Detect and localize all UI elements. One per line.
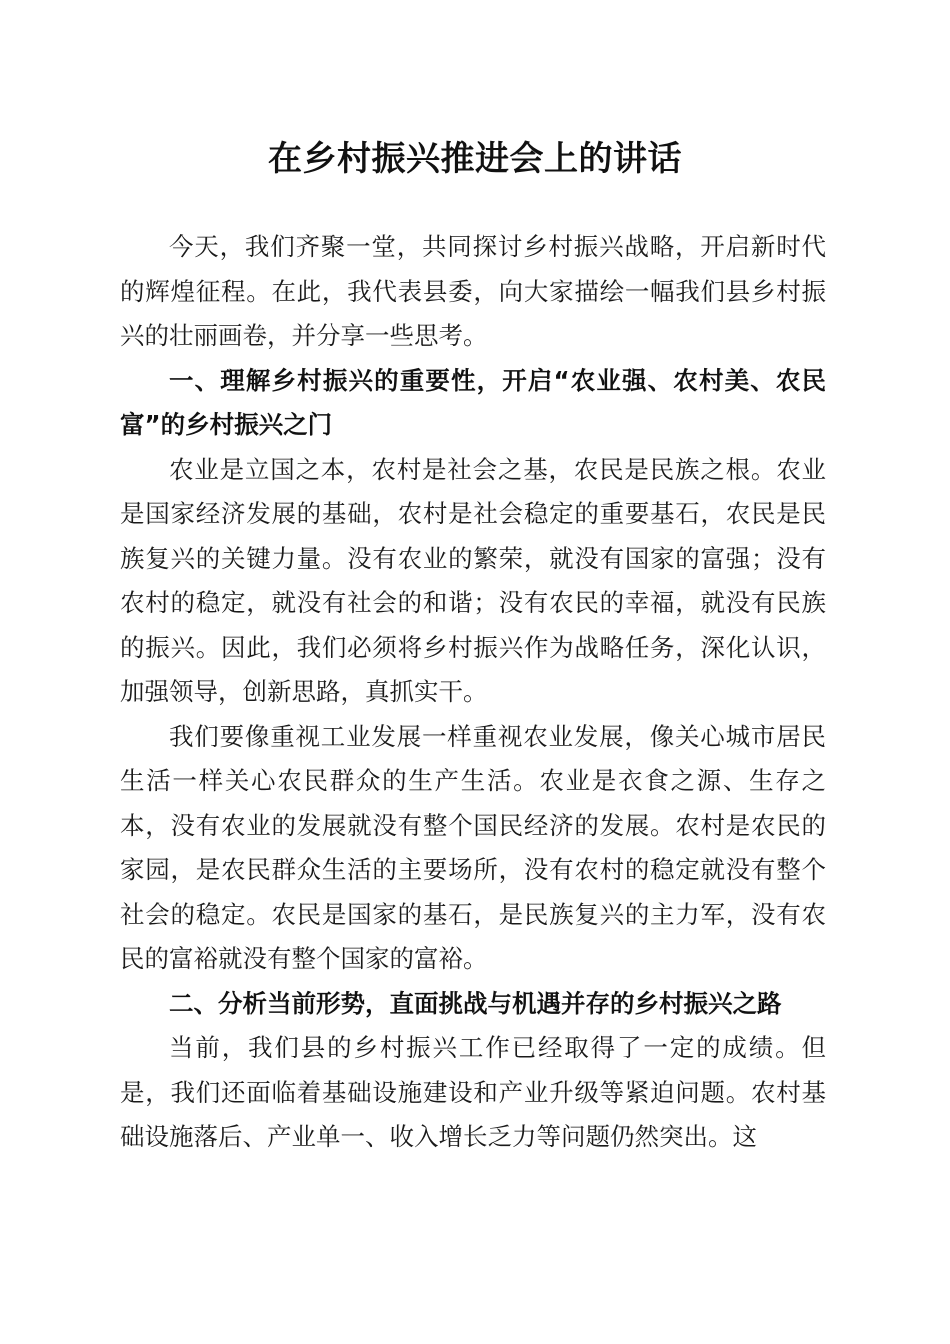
section-2-paragraph-1: 当前，我们县的乡村振兴工作已经取得了一定的成绩。但是，我们还面临着基础设施建设和产业升级等紧迫问题。农村基础设施落后、产业单一、收入增长乏力等问题仍然突出。这 [120,1033,826,1151]
section-heading-1: 一、理解乡村振兴的重要性，开启“农业强、农村美、农民富”的乡村振兴之门 [120,365,826,439]
document-body [120,225,826,1160]
section-1-paragraph-1: 农业是立国之本，农村是社会之基，农民是民族之根。农业是国家经济发展的基础，农村是社会稳定的重要基石，农民是民族复兴的关键力量。没有农业的繁荣，就没有国家的富强；没有农村的稳定，就没有社会的和谐；没有农民的幸福，就没有民族的振兴。因此，我们必须将乡村振兴作为战略任务，深化认识，加强领导，创新思路，真抓实干。 [120,454,826,706]
section-heading-2: 二、分析当前形势，直面挑战与机遇并存的乡村振兴之路 [169,988,782,1018]
intro-paragraph: 今天，我们齐聚一堂，共同探讨乡村振兴战略，开启新时代的辉煌征程。在此，我代表县委，向大家描绘一幅我们县乡村振兴的壮丽画卷，并分享一些思考。 [120,232,826,350]
document-title: 在乡村振兴推进会上的讲话 [268,139,682,179]
section-1-paragraph-2: 我们要像重视工业发展一样重视农业发展，像关心城市居民生活一样关心农民群众的生产生活。农业是衣食之源、生存之本，没有农业的发展就没有整个国民经济的发展。农村是农民的家园，是农民群众生活的主要场所，没有农村的稳定就没有整个社会的稳定。农民是国家的基石，是民族复兴的主力军，没有农民的富裕就没有整个国家的富裕。 [120,721,826,973]
